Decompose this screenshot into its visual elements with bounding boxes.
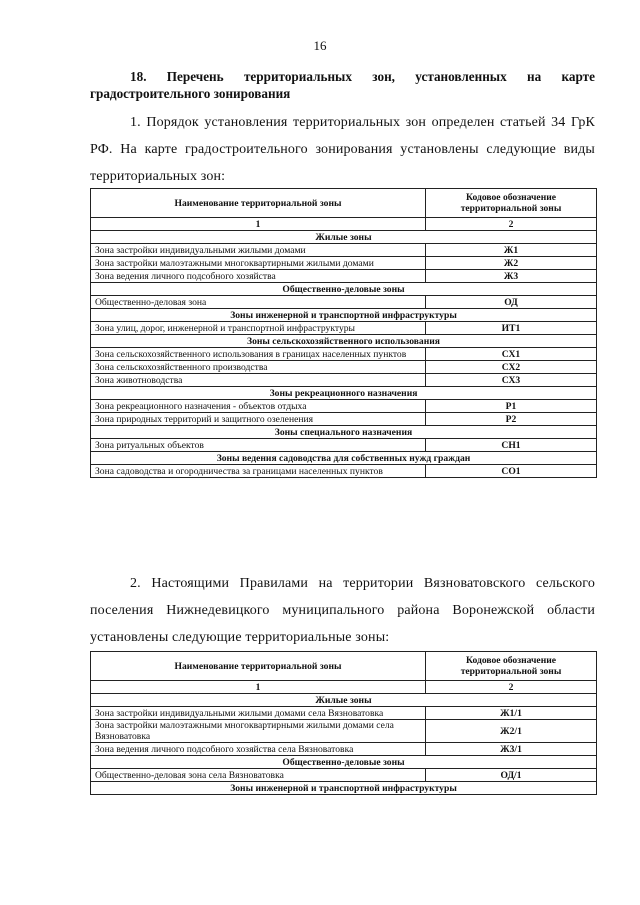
table-row bbox=[91, 439, 597, 452]
zone-name: Зона природных территорий и защитного озеленения bbox=[91, 413, 426, 426]
zone-name: Зона сельскохозяйственного производства bbox=[91, 361, 426, 374]
zone-name: Зона застройки малоэтажными многоквартирными жилыми домами села Вязноватовка bbox=[91, 720, 426, 743]
column-number-2: 2 bbox=[426, 218, 597, 231]
section-title: Зоны инженерной и транспортной инфраструктуры bbox=[91, 782, 597, 795]
column-number-1: 1 bbox=[91, 681, 426, 694]
zone-code: СХ3 bbox=[426, 374, 597, 387]
zones-table-settlement bbox=[90, 651, 597, 795]
table-row bbox=[91, 769, 597, 782]
table-row bbox=[91, 244, 597, 257]
section-heading: 18. Перечень территориальных зон, установленных на карте градостроительного зонирования bbox=[90, 69, 595, 101]
table-row bbox=[91, 720, 597, 743]
table-row bbox=[91, 322, 597, 335]
table-column-numbers bbox=[91, 218, 597, 231]
column-header-name: Наименование территориальной зоны bbox=[91, 652, 426, 681]
table-body bbox=[91, 694, 597, 795]
zone-name: Зона застройки индивидуальными жилыми домами села Вязноватовка bbox=[91, 707, 426, 720]
column-header-name: Наименование территориальной зоны bbox=[91, 189, 426, 218]
zone-name: Зона ведения личного подсобного хозяйства села Вязноватовка bbox=[91, 743, 426, 756]
section-title: Зоны рекреационного назначения bbox=[91, 387, 597, 400]
table-row bbox=[91, 361, 597, 374]
zone-code: ОД/1 bbox=[426, 769, 597, 782]
table-row bbox=[91, 270, 597, 283]
table-row bbox=[91, 707, 597, 720]
table-row bbox=[91, 348, 597, 361]
zone-name: Зона ритуальных объектов bbox=[91, 439, 426, 452]
zone-code: ИТ1 bbox=[426, 322, 597, 335]
zone-name: Зона застройки индивидуальными жилыми домами bbox=[91, 244, 426, 257]
column-header-code: Кодовое обозначение территориальной зоны bbox=[426, 189, 597, 218]
section-title: Зоны специального назначения bbox=[91, 426, 597, 439]
section-title: Зоны инженерной и транспортной инфраструктуры bbox=[91, 309, 597, 322]
section-title: Жилые зоны bbox=[91, 694, 597, 707]
zone-name: Зона улиц, дорог, инженерной и транспортной инфраструктуры bbox=[91, 322, 426, 335]
zone-code: Ж3/1 bbox=[426, 743, 597, 756]
table-row bbox=[91, 400, 597, 413]
zones-table-general bbox=[90, 188, 597, 478]
section-row bbox=[91, 426, 597, 439]
zone-code: СХ2 bbox=[426, 361, 597, 374]
zone-code: Р2 bbox=[426, 413, 597, 426]
section-title: Жилые зоны bbox=[91, 231, 597, 244]
section-title: Общественно-деловые зоны bbox=[91, 283, 597, 296]
table-row bbox=[91, 374, 597, 387]
table-row bbox=[91, 296, 597, 309]
zone-code: Ж1/1 bbox=[426, 707, 597, 720]
section-row bbox=[91, 335, 597, 348]
section-title: Зоны сельскохозяйственного использования bbox=[91, 335, 597, 348]
zone-code: СН1 bbox=[426, 439, 597, 452]
section-title: Общественно-деловые зоны bbox=[91, 756, 597, 769]
section-row bbox=[91, 387, 597, 400]
zone-code: Ж3 bbox=[426, 270, 597, 283]
column-number-2: 2 bbox=[426, 681, 597, 694]
page-number: 16 bbox=[313, 38, 327, 53]
table-row bbox=[91, 743, 597, 756]
zone-code: СХ1 bbox=[426, 348, 597, 361]
paragraph-2: 2. Настоящими Правилами на территории Вязноватовского сельского поселения Нижнедевицкого муниципального района Воронежской области установлены следующие территориальные зоны: bbox=[90, 576, 595, 645]
zone-name: Зона животноводства bbox=[91, 374, 426, 387]
zone-name: Зона ведения личного подсобного хозяйства bbox=[91, 270, 426, 283]
section-row bbox=[91, 694, 597, 707]
table-body bbox=[91, 231, 597, 478]
table-row bbox=[91, 257, 597, 270]
section-row bbox=[91, 283, 597, 296]
section-row bbox=[91, 309, 597, 322]
zone-code: ОД bbox=[426, 296, 597, 309]
table-header-row bbox=[91, 652, 597, 681]
zone-code: Ж1 bbox=[426, 244, 597, 257]
table-row bbox=[91, 465, 597, 478]
column-header-code: Кодовое обозначение территориальной зоны bbox=[426, 652, 597, 681]
zone-name: Зона сельскохозяйственного использования в границах населенных пунктов bbox=[91, 348, 426, 361]
table-header-row bbox=[91, 189, 597, 218]
zone-name: Общественно-деловая зона села Вязноватовка bbox=[91, 769, 426, 782]
zone-name: Общественно-деловая зона bbox=[91, 296, 426, 309]
zone-name: Зона садоводства и огородничества за границами населенных пунктов bbox=[91, 465, 426, 478]
section-row bbox=[91, 452, 597, 465]
zone-code: Ж2 bbox=[426, 257, 597, 270]
paragraph-1: 1. Порядок установления территориальных зон определен статьей 34 ГрК РФ. На карте градостроительного зонирования установлены следующие виды территориальных зон: bbox=[90, 115, 595, 184]
zone-code: Ж2/1 bbox=[426, 720, 597, 743]
zone-name: Зона рекреационного назначения - объектов отдыха bbox=[91, 400, 426, 413]
table-column-numbers bbox=[91, 681, 597, 694]
zone-name: Зона застройки малоэтажными многоквартирными жилыми домами bbox=[91, 257, 426, 270]
column-number-1: 1 bbox=[91, 218, 426, 231]
section-row bbox=[91, 756, 597, 769]
table-row bbox=[91, 413, 597, 426]
zone-code: Р1 bbox=[426, 400, 597, 413]
section-row bbox=[91, 782, 597, 795]
section-title: Зоны ведения садоводства для собственных нужд граждан bbox=[91, 452, 597, 465]
zone-code: СО1 bbox=[426, 465, 597, 478]
section-row bbox=[91, 231, 597, 244]
